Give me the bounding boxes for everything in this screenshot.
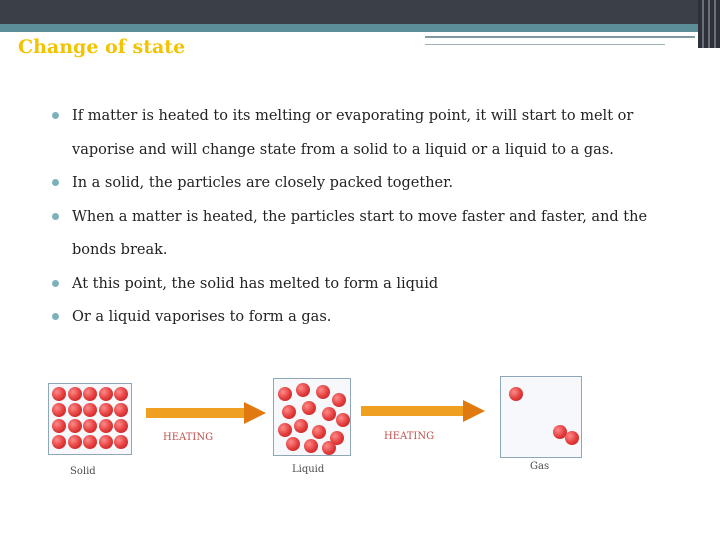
particle bbox=[99, 403, 113, 417]
bullet-text: In a solid, the particles are closely packed together. bbox=[72, 175, 454, 191]
particle bbox=[296, 383, 310, 397]
particle bbox=[68, 403, 82, 417]
heating-arrow-1 bbox=[146, 408, 246, 418]
arrow-head-icon bbox=[463, 400, 485, 422]
particle bbox=[316, 385, 330, 399]
title-rule bbox=[425, 36, 695, 38]
solid-particles-box bbox=[48, 383, 132, 455]
bullet-text: At this point, the solid has melted to form a liquid bbox=[72, 275, 439, 292]
top-accent-bar bbox=[0, 24, 720, 32]
particle bbox=[322, 407, 336, 421]
heating-arrow-2 bbox=[361, 406, 465, 416]
particle bbox=[565, 431, 579, 445]
particle bbox=[332, 393, 346, 407]
liquid-label: Liquid bbox=[292, 464, 325, 475]
bullet-item bbox=[52, 201, 692, 268]
slide-title: Change of state bbox=[18, 36, 186, 58]
particle bbox=[114, 419, 128, 433]
particle bbox=[83, 387, 97, 401]
particle bbox=[68, 387, 82, 401]
particle bbox=[114, 403, 128, 417]
particle bbox=[52, 435, 66, 449]
particle bbox=[509, 387, 523, 401]
bullet-dot-icon bbox=[52, 280, 59, 287]
bullet-dot-icon bbox=[52, 179, 59, 186]
particle bbox=[304, 439, 318, 453]
particle bbox=[278, 423, 292, 437]
particle bbox=[83, 419, 97, 433]
particle bbox=[114, 387, 128, 401]
gas-label: Gas bbox=[530, 461, 550, 472]
title-rule-thin bbox=[425, 44, 665, 45]
bullet-item bbox=[52, 268, 692, 302]
bullet-dot-icon bbox=[52, 213, 59, 220]
particle bbox=[114, 435, 128, 449]
heating-label-2: HEATING bbox=[384, 431, 435, 442]
bullet-text: If matter is heated to its melting or evaporating point, it will start to melt or vaporise and will change state from a solid to a liquid or a liquid to a gas. bbox=[72, 108, 634, 158]
particle bbox=[68, 435, 82, 449]
bullet-list bbox=[52, 100, 692, 335]
top-bar bbox=[0, 0, 720, 24]
bullet-text: When a matter is heated, the particles start to move faster and faster, and the bonds break. bbox=[72, 208, 648, 258]
heating-label-1: HEATING bbox=[163, 432, 214, 443]
top-right-corner-decoration bbox=[698, 0, 720, 48]
particle bbox=[302, 401, 316, 415]
particle bbox=[52, 419, 66, 433]
particle bbox=[312, 425, 326, 439]
particle bbox=[336, 413, 350, 427]
particle bbox=[52, 387, 66, 401]
solid-label: Solid bbox=[70, 466, 96, 477]
particle bbox=[83, 435, 97, 449]
particle bbox=[286, 437, 300, 451]
gas-particles-box bbox=[500, 376, 582, 458]
bullet-text: Or a liquid vaporises to form a gas. bbox=[72, 309, 332, 325]
particle bbox=[322, 441, 336, 455]
particle bbox=[68, 419, 82, 433]
bullet-item bbox=[52, 167, 692, 201]
particle bbox=[99, 387, 113, 401]
particle bbox=[282, 405, 296, 419]
bullet-dot-icon bbox=[52, 112, 59, 119]
particle bbox=[99, 435, 113, 449]
liquid-particles-box bbox=[273, 378, 351, 456]
particle bbox=[278, 387, 292, 401]
arrow-head-icon bbox=[244, 402, 266, 424]
particle bbox=[52, 403, 66, 417]
particle bbox=[99, 419, 113, 433]
bullet-item bbox=[52, 100, 692, 167]
particle bbox=[83, 403, 97, 417]
particle bbox=[294, 419, 308, 433]
bullet-dot-icon bbox=[52, 313, 59, 320]
bullet-item bbox=[52, 301, 692, 335]
